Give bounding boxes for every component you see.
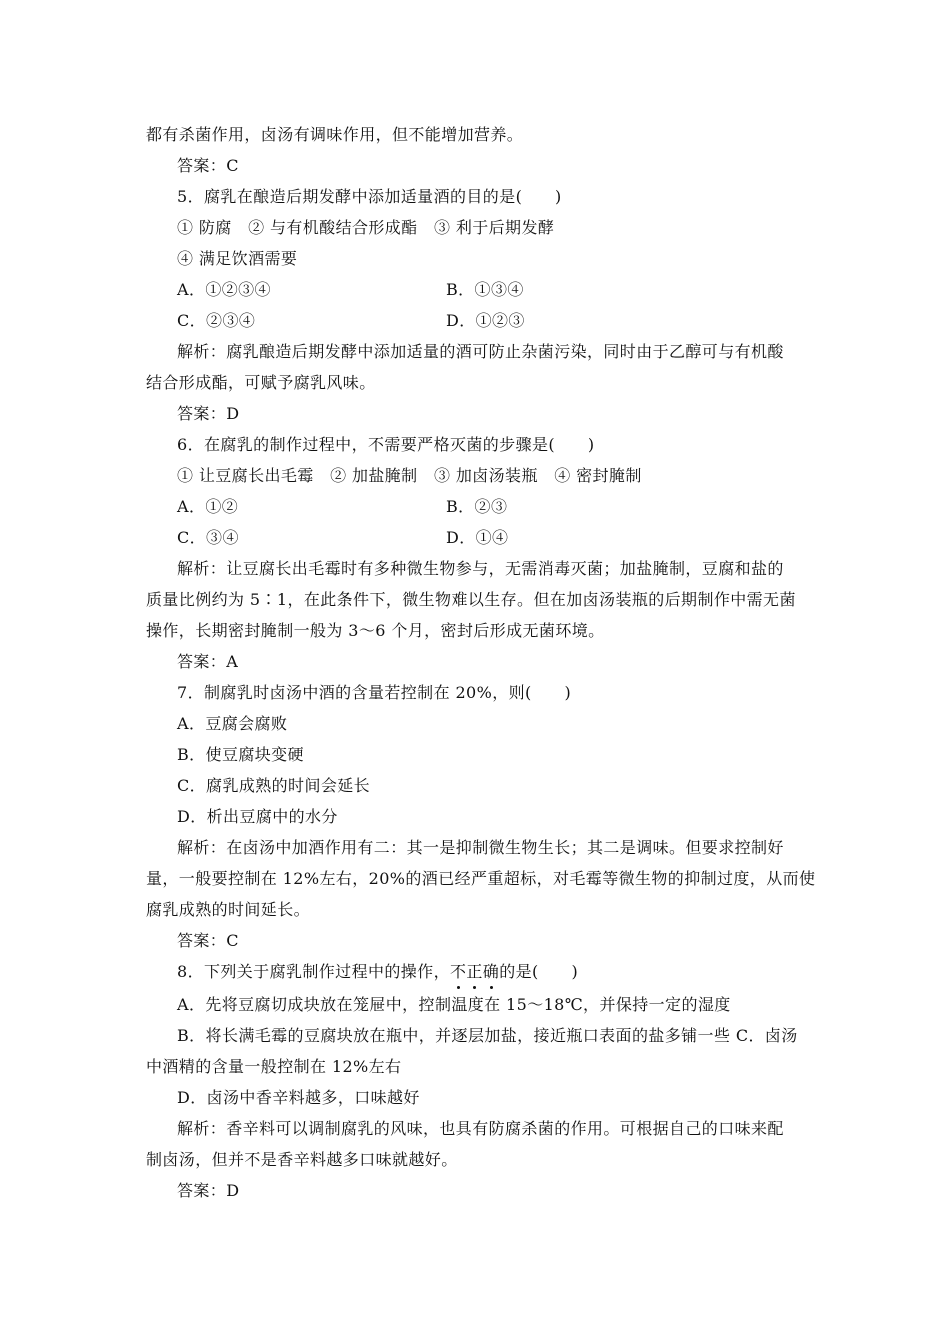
explanation-line: 解析：在卤汤中加酒作用有二：其一是抑制微生物生长；其二是调味。但要求控制好: [177, 838, 784, 857]
explanation-line: 解析：香辛料可以调制腐乳的风味，也具有防腐杀菌的作用。可根据自己的口味来配: [177, 1119, 784, 1138]
option-d: D．卤汤中香辛料越多，口味越好: [177, 1088, 420, 1107]
option-b: B．将长满毛霉的豆腐块放在瓶中，并逐层加盐，接近瓶口表面的盐多铺一些 C．卤汤: [177, 1026, 798, 1045]
explanation-line: 解析：腐乳酿造后期发酵中添加适量的酒可防止杂菌污染，同时由于乙醇可与有机酸: [177, 342, 784, 361]
emphasis-char: 确: [482, 962, 500, 981]
emphasis-char: 正: [466, 962, 483, 981]
option-a: A．豆腐会腐败: [177, 714, 288, 733]
option-b: B．使豆腐块变硬: [177, 745, 304, 764]
question-5: 5．腐乳在酿造后期发酵中添加适量酒的目的是( ): [177, 187, 562, 206]
option-c: C．②③④: [177, 311, 256, 330]
question-5-items: ④ 满足饮酒需要: [177, 249, 298, 268]
answer-line: 答案：C: [177, 156, 239, 175]
explanation-line: 质量比例约为 5∶1，在此条件下，微生物难以生存。但在加卤汤装瓶的后期制作中需无菌: [146, 590, 796, 609]
answer-line: 答案：A: [177, 652, 239, 671]
option-d: D．①④: [446, 528, 509, 547]
explanation-line: 制卤汤，但并不是香辛料越多口味就越好。: [146, 1150, 458, 1169]
question-8-text: 8．下列关于腐乳制作过程中的操作，: [177, 962, 450, 981]
explanation-line: 腐乳成熟的时间延长。: [146, 900, 311, 919]
option-c: C．腐乳成熟的时间会延长: [177, 776, 371, 795]
question-6-items: ① 让豆腐长出毛霉 ② 加盐腌制 ③ 加卤汤装瓶 ④ 密封腌制: [177, 466, 642, 485]
explanation-line: 量，一般要控制在 12%左右，20%的酒已经严重超标，对毛霉等微生物的抑制过度，从而使: [146, 869, 816, 888]
explanation-line: 解析：让豆腐长出毛霉时有多种微生物参与，无需消毒灭菌；加盐腌制，豆腐和盐的: [177, 559, 784, 578]
option-b: B．②③: [446, 497, 508, 516]
question-8: [177, 962, 578, 982]
option-a: A．①②③④: [177, 280, 271, 299]
option-c: C．③④: [177, 528, 239, 547]
text-line: 都有杀菌作用，卤汤有调味作用，但不能增加营养。: [146, 125, 524, 144]
question-5-items: ① 防腐 ② 与有机酸结合形成酯 ③ 利于后期发酵: [177, 218, 555, 237]
answer-line: 答案：C: [177, 931, 239, 950]
option-a: A．先将豆腐切成块放在笼屉中，控制温度在 15～18℃，并保持一定的湿度: [177, 995, 731, 1014]
option-d: D．①②③: [446, 311, 525, 330]
explanation-line: 操作，长期密封腌制一般为 3～6 个月，密封后形成无菌环境。: [146, 621, 605, 640]
question-8-text: 的是( ): [499, 962, 579, 981]
question-7: 7．制腐乳时卤汤中酒的含量若控制在 20%，则( ): [177, 683, 572, 702]
answer-line: 答案：D: [177, 1181, 240, 1200]
emphasis-char: 不: [449, 962, 467, 981]
option-a: A．①②: [177, 497, 239, 516]
option-c: 中酒精的含量一般控制在 12%左右: [146, 1057, 402, 1076]
option-d: D．析出豆腐中的水分: [177, 807, 338, 826]
answer-line: 答案：D: [177, 404, 240, 423]
explanation-line: 结合形成酯，可赋予腐乳风味。: [146, 373, 376, 392]
option-b: B．①③④: [446, 280, 524, 299]
question-6: 6．在腐乳的制作过程中，不需要严格灭菌的步骤是( ): [177, 435, 595, 454]
